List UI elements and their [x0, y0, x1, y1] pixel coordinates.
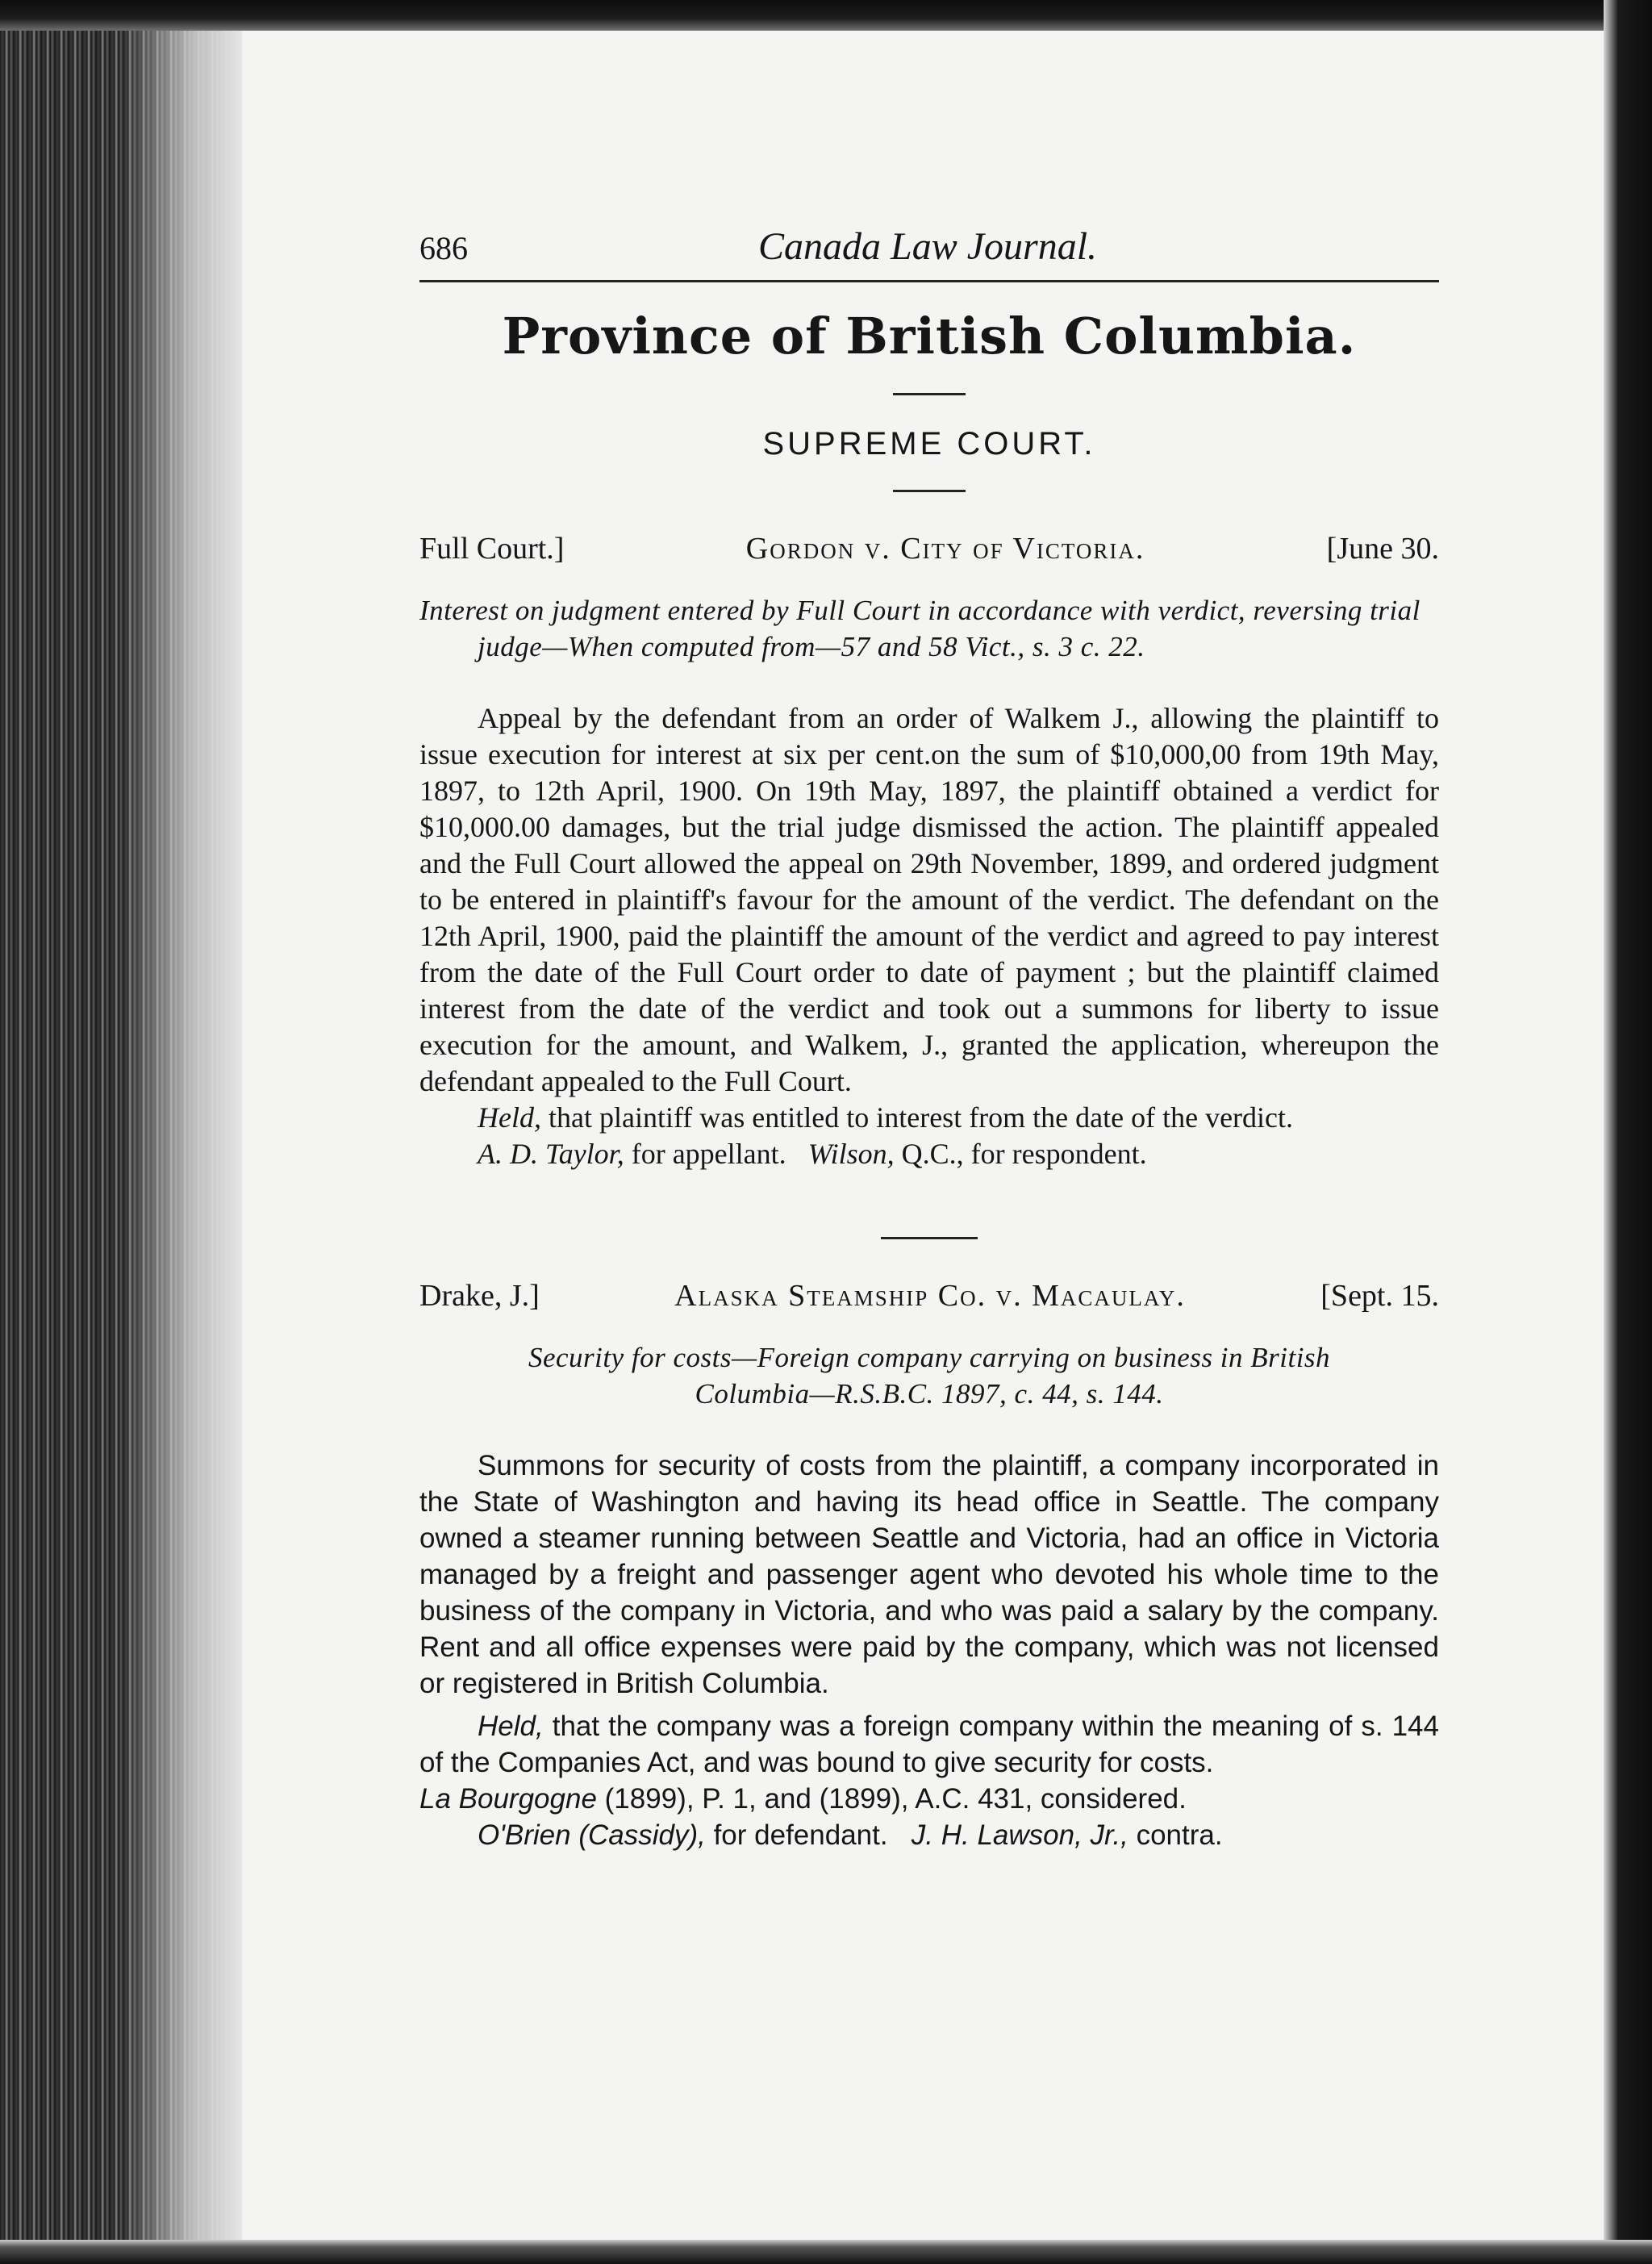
scan-bottom-edge [0, 2240, 1652, 2264]
case-title: Gordon v. City of Victoria. [745, 532, 1145, 566]
case-headnote [419, 1339, 1439, 1412]
scan-top-edge [0, 0, 1652, 31]
counsel-defendant-role: for defendant. [705, 1819, 888, 1851]
case-body: Appeal by the defendant from an order of Walkem J., allowing the plaintiff to issue execution for interest at six per cent.on the sum of $10,000,00 from 19th May, 1897, to 12th April, 1900. On 19th May, 1897, the plaintiff obtained a verdict for $10,000.00 damages, but the trial judge dismissed the action. The plaintiff appealed and the Full Court allowed the appeal on 29th November, 1899, and ordered judgment to be entered in plaintiff's favour for the amount of the verdict. The defendant on the 12th April, 1900, paid the plaintiff the amount of the verdict and agreed to pay interest from the date of the Full Court order to date of payment ; but the plaintiff claimed interest from the date of the verdict and took out a summons for liberty to issue execution for the amount, and Walkem, J., granted the application, whereupon the defendant appealed to the Full Court. [419, 702, 1439, 1097]
case-gordon [419, 531, 1439, 1172]
counsel-respondent: Wilson, [807, 1138, 895, 1170]
case-counsel [419, 1136, 1439, 1172]
held-label: Held, [478, 1711, 544, 1742]
page-number: 686 [419, 230, 468, 266]
case-court: Drake, J.] [419, 1279, 540, 1313]
held-text: that plaintiff was entitled to interest from the date of the verdict. [540, 1101, 1294, 1134]
case-counsel [419, 1817, 1439, 1853]
case-date: [Sept. 15. [1320, 1279, 1439, 1313]
divider [893, 393, 966, 395]
counsel-defendant: O'Brien (Cassidy), [478, 1819, 706, 1851]
divider [893, 490, 966, 492]
case-court: Full Court.] [419, 532, 565, 566]
counsel-contra-role: contra. [1128, 1819, 1223, 1851]
case-headnote: Interest on judgment entered by Full Court in accordance with verdict, reversing trial judge—When computed from—57 and 58 Vict., s. 3 c. 22. [419, 595, 1420, 662]
book-page [242, 31, 1604, 2240]
headnote-line: Columbia—R.S.B.C. 1897, c. 44, s. 144. [695, 1378, 1164, 1410]
divider [881, 1237, 978, 1239]
case-held [419, 1708, 1439, 1817]
case-held [419, 1100, 1439, 1136]
court-heading: SUPREME COURT. [762, 426, 1096, 462]
held-label: Held, [478, 1101, 541, 1134]
case-caption [419, 531, 1439, 566]
counsel-appellant-role: for appellant. [624, 1138, 786, 1170]
scan-right-edge [1604, 0, 1652, 2264]
citation: (1899), P. 1, and (1899), A.C. 431, considered. [596, 1783, 1187, 1815]
cited-case: La Bourgogne [419, 1783, 597, 1815]
counsel-appellant: A. D. Taylor, [478, 1138, 624, 1170]
journal-title: Canada Law Journal. [758, 225, 1098, 268]
page-content [419, 224, 1439, 1853]
case-title: Alaska Steamship Co. v. Macaulay. [674, 1279, 1186, 1313]
case-date: [June 30. [1326, 532, 1439, 566]
gutter-shadow [121, 0, 242, 2264]
headnote-line: Security for costs—Foreign company carrying on business in British [528, 1342, 1331, 1373]
running-head [419, 224, 1439, 282]
counsel-respondent-role: Q.C., for respondent. [894, 1138, 1147, 1170]
case-caption [419, 1278, 1439, 1314]
case-body: Summons for security of costs from the plaintiff, a company incorporated in the State of Washington and having its head office in Seattle. The company owned a steamer running between Seattle and Victoria, had an office in Victoria managed by a freight and passenger agent who devoted his whole time to the business of the company in Victoria, and who was paid a salary by the company. Rent and all office expenses were paid by the company, which was not licensed or registered in British Columbia. [419, 1450, 1439, 1699]
held-text: that the company was a foreign company within the meaning of s. 144 of the Companies Act, and was bound to give security for costs. [419, 1711, 1439, 1778]
province-heading: Province of British Columbia. [502, 307, 1357, 365]
case-alaska-steamship [419, 1278, 1439, 1853]
counsel-contra: J. H. Lawson, Jr., [911, 1819, 1128, 1851]
